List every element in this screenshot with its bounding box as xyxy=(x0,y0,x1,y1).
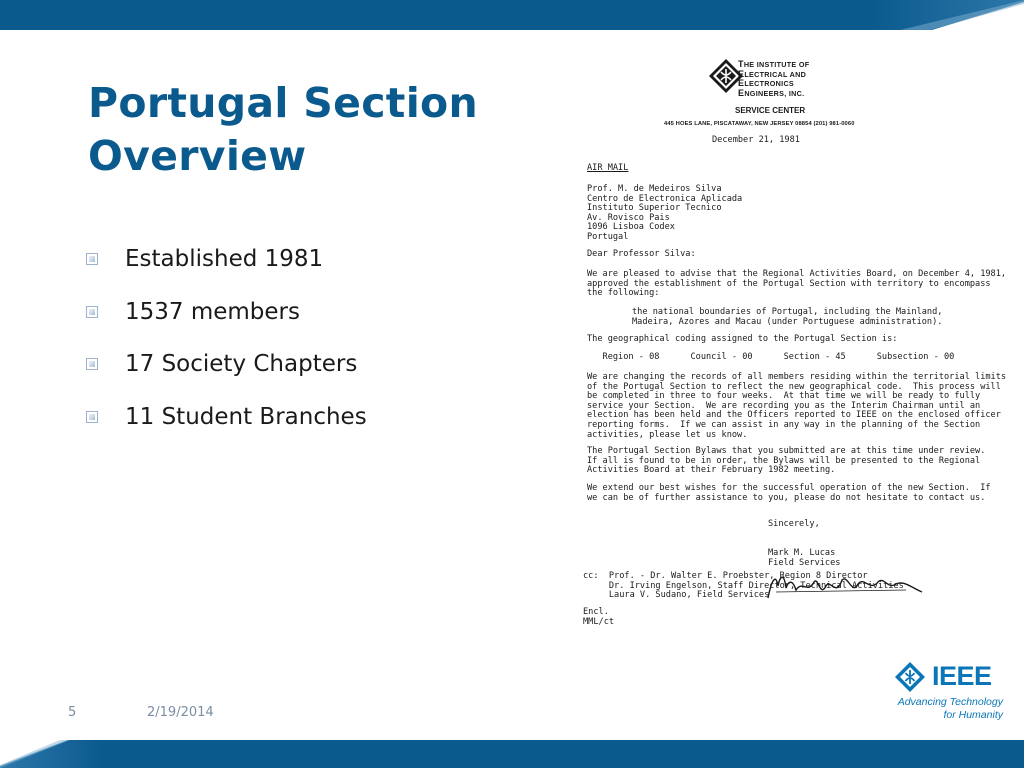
bullet-item xyxy=(86,286,516,339)
ieee-diamond-icon xyxy=(895,662,925,692)
square-bullet-icon xyxy=(86,306,98,318)
ieee-tagline-line-2: for Humanity xyxy=(943,708,1003,721)
letterhead-service-center: SERVICE CENTER xyxy=(735,106,806,115)
letter-recipient: Prof. M. de Medeiros Silva Centro de Electronica Aplicada Instituto Superior Tecnico Av. Rovisco Pais 1096 Lisboa Codex Portugal xyxy=(587,184,743,242)
bullet-text: 11 Student Branches xyxy=(125,403,367,430)
letterhead-address: 445 HOES LANE, PISCATAWAY, NEW JERSEY 08854 (201) 981-0060 xyxy=(664,121,855,127)
founding-letter-image xyxy=(568,48,1007,643)
letter-salutation: Dear Professor Silva: xyxy=(587,249,696,259)
top-banner xyxy=(0,0,1024,30)
letter-signer: Mark M. Lucas Field Services xyxy=(768,548,841,568)
letter-air-mail: AIR MAIL xyxy=(587,163,629,173)
letterhead-line: ENGINEERS, INC. xyxy=(738,87,805,98)
letter-paragraph: We extend our best wishes for the successful operation of the new Section. If we can be of further assistance to you, please do not hesitate to contact us. xyxy=(587,483,991,503)
letter-enclosure: Encl. MML/ct xyxy=(583,607,615,627)
letter-territory: the national boundaries of Portugal, including the Mainland, Madeira, Azores and Macau (under Portuguese administration). xyxy=(632,307,943,327)
square-bullet-icon xyxy=(86,411,98,423)
bullet-item xyxy=(86,338,516,391)
bullet-item xyxy=(86,233,516,286)
letterhead-line: THE INSTITUTE OF xyxy=(738,59,810,69)
letter-paragraph: The Portugal Section Bylaws that you submitted are at this time under review. If all is found to be in order, the Bylaws will be presented to the Regional Activities Board at their February 1982 meeting. xyxy=(587,446,986,476)
slide-number: 5 xyxy=(68,705,77,720)
bullet-text: 1537 members xyxy=(125,298,300,325)
bullet-item xyxy=(86,391,516,444)
letter-paragraph: We are changing the records of all members residing within the territorial limits of the Portugal Section to reflect the new geographical code. This process will be completed in three to four weeks. At that time we will be ready to fully service your Section. We are recording you as the Interim Chairman until an election has been held and the Officers reported to IEEE on the enclosed officer reporting forms. If we can assist in any way in the planning of the Section activities, please let us know. xyxy=(587,372,1007,440)
letterhead-line: ELECTRONICS xyxy=(738,78,795,89)
bottom-banner xyxy=(0,735,1024,768)
ieee-tagline xyxy=(893,696,1003,721)
letter-paragraph: The geographical coding assigned to the Portugal Section is: xyxy=(587,334,898,344)
square-bullet-icon xyxy=(86,253,98,265)
letterhead-line: ELECTRICAL AND xyxy=(738,68,807,79)
letter-date: December 21, 1981 xyxy=(712,135,800,145)
ieee-wordmark: IEEE xyxy=(932,661,992,691)
slide-date: 2/19/2014 xyxy=(147,705,214,720)
bullet-text: 17 Society Chapters xyxy=(125,351,358,378)
ieee-tagline-line-1: Advancing Technology xyxy=(897,696,1003,708)
square-bullet-icon xyxy=(86,358,98,370)
letterhead-organization xyxy=(738,60,898,98)
slide-title-line-1: Portugal Section xyxy=(88,79,479,127)
bullet-text: Established 1981 xyxy=(125,246,324,273)
slide-title xyxy=(88,77,558,183)
slide-title-line-2: Overview xyxy=(88,132,307,180)
letter-paragraph: We are pleased to advise that the Regional Activities Board, on December 4, 1981, approved the establishment of the Portugal Section with territory to encompass the following: xyxy=(587,269,1007,299)
letter-geographic-codes: Region - 08 Council - 00 Section - 45 Subsection - 00 xyxy=(587,352,955,362)
letter-cc: cc: Prof. - Dr. Walter E. Proebster, Region 8 Director Dr. Irving Engelson, Staff Director, Technical Activities Laura V. Sudano, Field Services xyxy=(583,571,904,601)
bullet-list xyxy=(86,233,516,443)
letter-closing: Sincerely, xyxy=(768,519,820,529)
